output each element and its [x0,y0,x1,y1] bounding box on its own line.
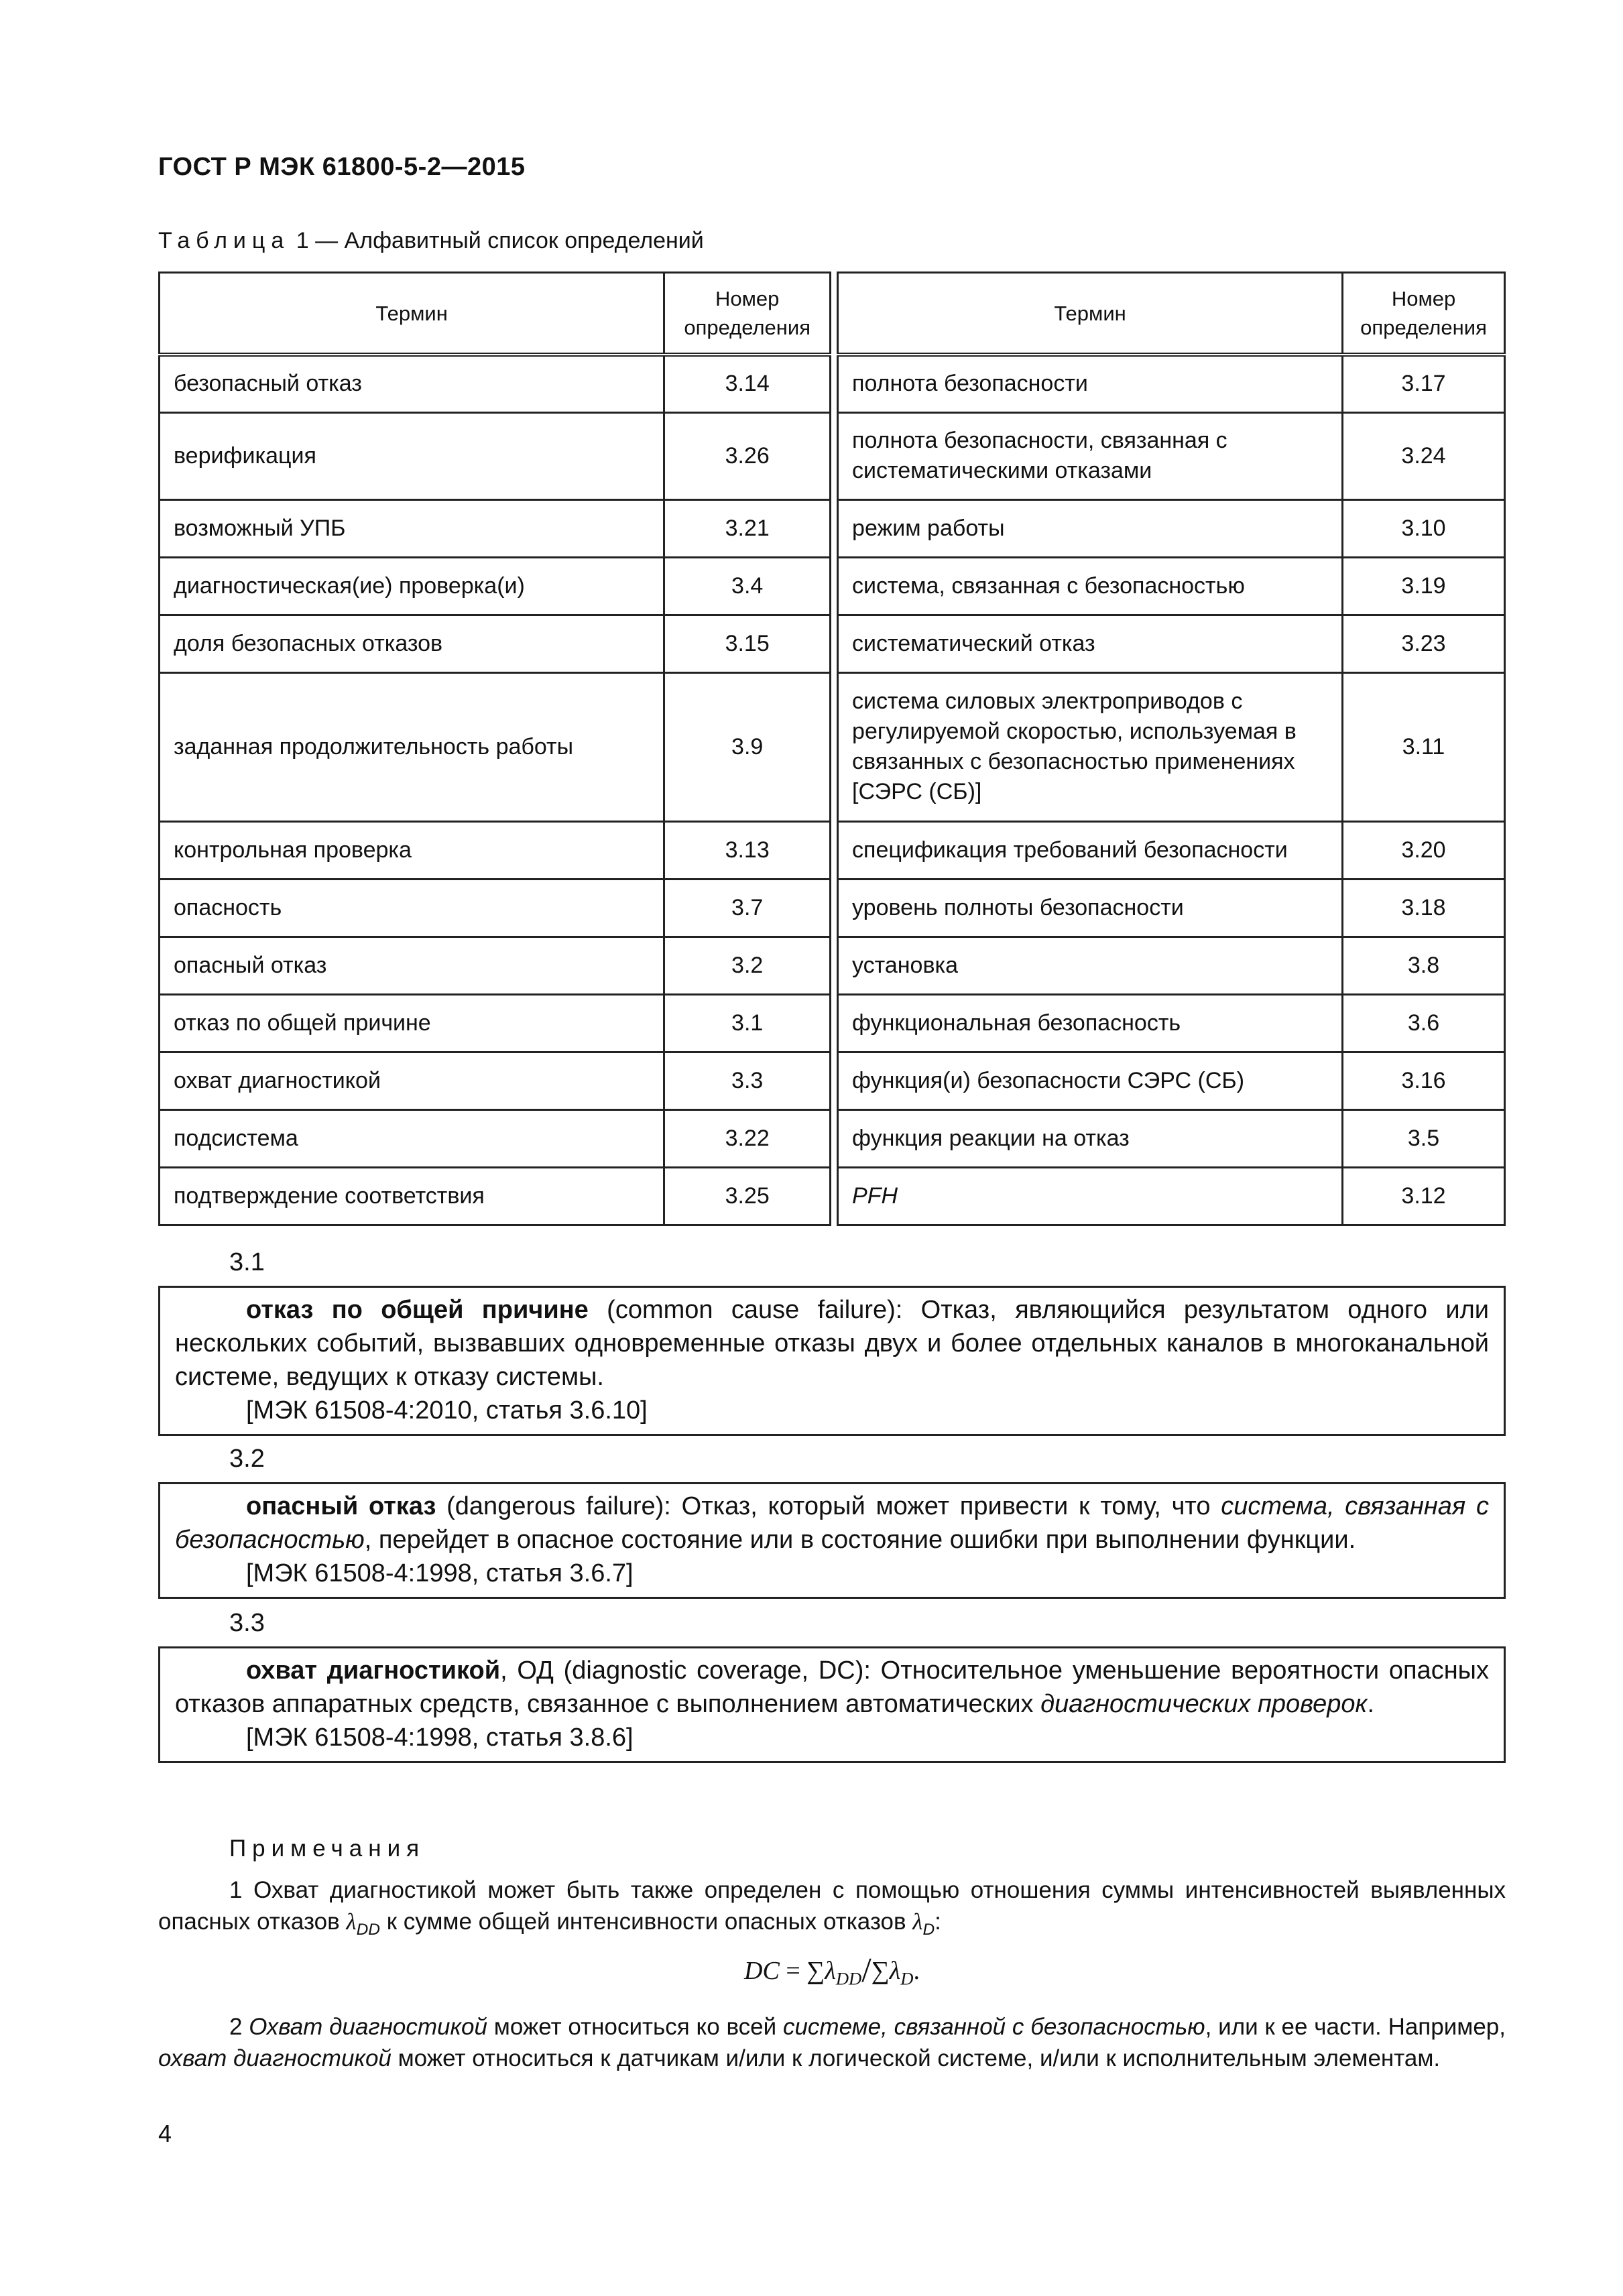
header-number-right: Номер определения [1343,273,1505,355]
term-cell-left: охват диагностикой [160,1052,664,1109]
term-cell-left: диагностическая(ие) проверка(и) [160,557,664,615]
number-cell-left: 3.2 [664,936,831,994]
number-cell-left: 3.1 [664,994,831,1052]
number-cell-left: 3.14 [664,355,831,412]
note-2: 2 Охват диагностикой может относиться ко всей системе, связанной с безопасностью, или к ее части. Например, охват диагностикой может относиться к датчикам и/или к логической системе, и/или к исполнительным элементам. [158,2014,1506,2071]
number-cell-right: 3.18 [1343,879,1505,936]
table-caption [158,228,704,254]
note-1: 1 Охват диагностикой может быть также определен с помощью отношения суммы интенсивностей выявленных опасных отказов $\lambda_{DD}$ к сумме общей интенсивности опасных отказов $\lambda_D$: [158,1877,1506,1939]
definition-source: [МЭК 61508-4:1998, статья 3.8.6] [246,1724,634,1752]
term-cell-right: функция(и) безопасности СЭРС (СБ) [838,1052,1343,1109]
term-cell-right: функция реакции на отказ [838,1109,1343,1167]
table-row [160,1109,1505,1167]
definition-box-3-2: опасный отказ (dangerous failure): Отказ, который может привести к тому, что система, связанная с безопасностью, перейдет в опасное состояние или в состояние ошибки при выполнении функции. [МЭК 61508-4:1998, статья 3.6.7] [158,1482,1506,1599]
term-cell-left: отказ по общей причине [160,994,664,1052]
term-cell-right: полнота безопасности, связанная с систематическими отказами [838,412,1343,499]
number-cell-right: 3.12 [1343,1167,1505,1225]
definition-term: охват диагностикой [246,1656,501,1685]
table-caption-prefix: Таблица [158,228,290,253]
number-cell-left: 3.25 [664,1167,831,1225]
definitions-index-table [158,271,1506,1226]
number-cell-left: 3.22 [664,1109,831,1167]
table-row [160,1167,1505,1225]
number-cell-left: 3.21 [664,499,831,557]
number-cell-right: 3.23 [1343,615,1505,672]
term-cell-right: система, связанная с безопасностью [838,557,1343,615]
term-cell-left: возможный УПБ [160,499,664,557]
number-cell-left: 3.3 [664,1052,831,1109]
term-cell-left: заданная продолжительность работы [160,672,664,821]
definition-number-3-1: 3.1 [229,1248,265,1276]
table-row [160,499,1505,557]
term-cell-left: контрольная проверка [160,821,664,879]
term-cell-right: систематический отказ [838,615,1343,672]
number-cell-right: 3.5 [1343,1109,1505,1167]
header-number-left: Номер определения [664,273,831,355]
term-cell-left: подсистема [160,1109,664,1167]
table-row [160,615,1505,672]
number-cell-right: 3.19 [1343,557,1505,615]
table-row [160,994,1505,1052]
term-cell-left: верификация [160,412,664,499]
number-cell-right: 3.17 [1343,355,1505,412]
term-cell-left: доля безопасных отказов [160,615,664,672]
header-term-left: Термин [160,273,664,355]
table-caption-text: 1 — Алфавитный список определений [290,228,704,253]
table-row [160,821,1505,879]
formula-dc: DC = $\sum\lambda_{DD}/\sum\lambda_D$. [744,1951,920,1990]
header-term-right: Термин [838,273,1343,355]
term-cell-left: опасный отказ [160,936,664,994]
definition-term: отказ по общей причине [246,1296,589,1324]
table-row [160,672,1505,821]
term-cell-right: режим работы [838,499,1343,557]
number-cell-right: 3.24 [1343,412,1505,499]
table-row [160,412,1505,499]
term-cell-right: система силовых электроприводов с регулируемой скоростью, используемая в связанных с безопасностью применениях [СЭРС (СБ)] [838,672,1343,821]
table-row [160,1052,1505,1109]
number-cell-left: 3.4 [664,557,831,615]
number-cell-right: 3.16 [1343,1052,1505,1109]
number-cell-left: 3.13 [664,821,831,879]
number-cell-left: 3.15 [664,615,831,672]
table-row [160,879,1505,936]
number-cell-right: 3.20 [1343,821,1505,879]
table-header-row [160,273,1505,355]
table-row [160,355,1505,412]
document-header: ГОСТ Р МЭК 61800-5-2—2015 [158,153,526,181]
table-row [160,557,1505,615]
number-cell-right: 3.10 [1343,499,1505,557]
term-cell-left: безопасный отказ [160,355,664,412]
definition-source: [МЭК 61508-4:1998, статья 3.6.7] [246,1559,634,1587]
term-cell-right: PFH [838,1167,1343,1225]
number-cell-left: 3.9 [664,672,831,821]
definition-number-3-2: 3.2 [229,1445,265,1473]
number-cell-right: 3.8 [1343,936,1505,994]
number-cell-left: 3.26 [664,412,831,499]
number-cell-left: 3.7 [664,879,831,936]
table-row [160,936,1505,994]
number-cell-right: 3.11 [1343,672,1505,821]
definition-source: [МЭК 61508-4:2010, статья 3.6.10] [246,1396,648,1425]
term-cell-left: опасность [160,879,664,936]
term-cell-right: функциональная безопасность [838,994,1343,1052]
term-cell-right: спецификация требований безопасности [838,821,1343,879]
notes-title: Примечания [229,1835,426,1862]
term-cell-left: подтверждение соответствия [160,1167,664,1225]
definition-box-3-1 [158,1286,1506,1436]
term-cell-right: установка [838,936,1343,994]
number-cell-right: 3.6 [1343,994,1505,1052]
definition-body: (common cause failure): Отказ, являющийся результатом одного или нескольких событий, вызвавших одновременные отказы двух и более отдельных каналов в многоканальной системе, ведущих к отказу системы. [175,1296,1490,1391]
page-number: 4 [158,2120,172,2147]
definition-box-3-3: охват диагностикой, ОД (diagnostic coverage, DC): Относительное уменьшение вероятности опасных отказов аппаратных средств, связанное с выполнением автоматических диагностических проверок. [МЭК 61508-4:1998, статья 3.8.6] [158,1646,1506,1763]
definition-term: опасный отказ [246,1492,436,1520]
term-cell-right: уровень полноты безопасности [838,879,1343,936]
term-cell-right: полнота безопасности [838,355,1343,412]
definition-number-3-3: 3.3 [229,1609,265,1637]
